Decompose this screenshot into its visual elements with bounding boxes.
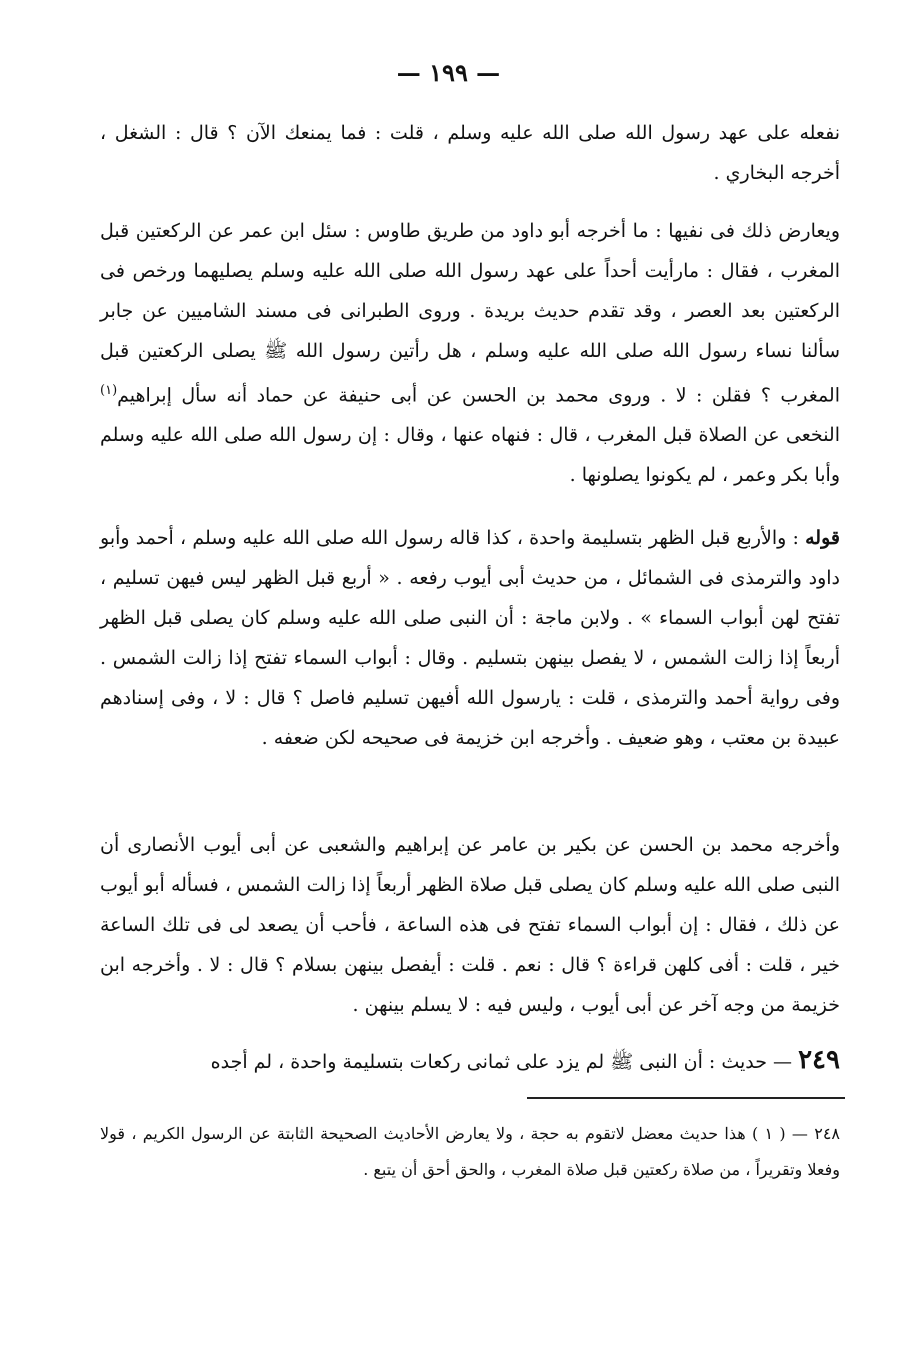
page-number: — ١٩٩ — bbox=[396, 58, 501, 87]
footnote bbox=[100, 1116, 840, 1188]
paragraph-2-text-b: النخعى عن الصلاة قبل المغرب ، قال : فنهاه عنها ، وقال : إن رسول الله صلى الله عليه وسلم وأبا بكر وعمر ، لم يكونوا يصلونها . bbox=[100, 424, 840, 487]
paragraph-5-text bbox=[100, 1040, 840, 1082]
paragraph-1-text: نفعله على عهد رسول الله صلى الله عليه وسلم ، قلت : فما يمنعك الآن ؟ قال : الشغل ، أخرجه البخاري . bbox=[100, 122, 840, 184]
paragraph-5-body: — حديث : أن النبى ﷺ لم يزد على ثمانى ركعات بتسليمة واحدة ، لم أجده bbox=[210, 1051, 793, 1073]
paragraph-5 bbox=[100, 1040, 840, 1082]
paragraph-1 bbox=[100, 113, 840, 193]
paragraph-3-body: : والأربع قبل الظهر بتسليمة واحدة ، كذا قاله رسول الله صلى الله عليه وسلم ، أحمد وأبو داود والترمذى فى الشمائل ، من حديث أبى أيوب رفعه . « أربع قبل الظهر ليس فيهن تسليم ، تفتح لهن أبواب السماء » . ولابن ماجة : أن النبى صلى الله عليه وسلم كان يصلى قبل الظهر أربعاً إذا زالت الشمس ، لا يفصل بينهن بتسليم . وقال : أبواب السماء تفتح إذا زالت الشمس . وفى رواية أحمد والترمذى ، قلت : يارسول الله أفيهن تسليم فاصل ؟ قال : لا ، وفى إسنادهم عبيدة بن معتب ، وهو ضعيف . وأخرجه ابن خزيمة فى صحيحه لكن ضعفه . bbox=[100, 527, 840, 749]
paragraph-4 bbox=[100, 825, 840, 1025]
paragraph-2-text-a: ويعارض ذلك فى نفيها : ما أخرجه أبو داود من طريق طاوس : سئل ابن عمر عن الركعتين قبل المغرب ، فقال : مارأيت أحداً على عهد رسول الله صلى الله عليه وسلم يصليهما ورخص فى الركعتين بعد العصر ، وقد تقدم حديث بريدة . وروى الطبرانى فى مسند الشاميين عن جابر سألنا نساء رسول الله صلى الله عليه وسلم ، هل رأتين رسول الله ﷺ يصلى الركعتين قبل المغرب ؟ فقلن : لا . وروى محمد بن الحسن عن أبى حنيفة عن حماد أنه سأل إبراهيم bbox=[100, 220, 840, 407]
paragraph-3-text bbox=[100, 518, 840, 758]
paragraph-3 bbox=[100, 518, 840, 758]
footnote-divider bbox=[527, 1097, 845, 1099]
hadith-number: ٢٤٩ bbox=[798, 1045, 840, 1075]
paragraph-2 bbox=[100, 211, 840, 495]
paragraph-3-lead: قوله bbox=[805, 527, 840, 549]
footnote-reference: (١) bbox=[100, 383, 118, 398]
paragraph-4-text: وأخرجه محمد بن الحسن عن بكير بن عامر عن إبراهيم والشعبى عن أبى أيوب الأنصارى أن النبى صلى الله عليه وسلم كان يصلى قبل صلاة الظهر أربعاً إذا زالت الشمس ، فسأله أبو أيوب عن ذلك ، فقال : إن أبواب السماء تفتح فى هذه الساعة ، فأحب أن يصعد لى فى تلك الساعة خير ، قلت : أفى كلهن قراءة ؟ قال : نعم . قلت : أيفصل بينهن بسلام ؟ قال : لا . وأخرجه ابن خزيمة من وجه آخر عن أبى أيوب ، وليس فيه : لا يسلم بينهن . bbox=[100, 834, 840, 1016]
footnote-text: ٢٤٨ — ( ١ ) هذا حديث معضل لاتقوم به حجة ، ولا يعارض الأحاديث الصحيحة الثابتة عن الرسول الكريم ، قولا وفعلا وتقريراً ، من صلاة ركعتين قبل صلاة المغرب ، والحق أحق أن يتبع . bbox=[100, 1124, 841, 1179]
paragraph-2-text bbox=[100, 211, 840, 495]
